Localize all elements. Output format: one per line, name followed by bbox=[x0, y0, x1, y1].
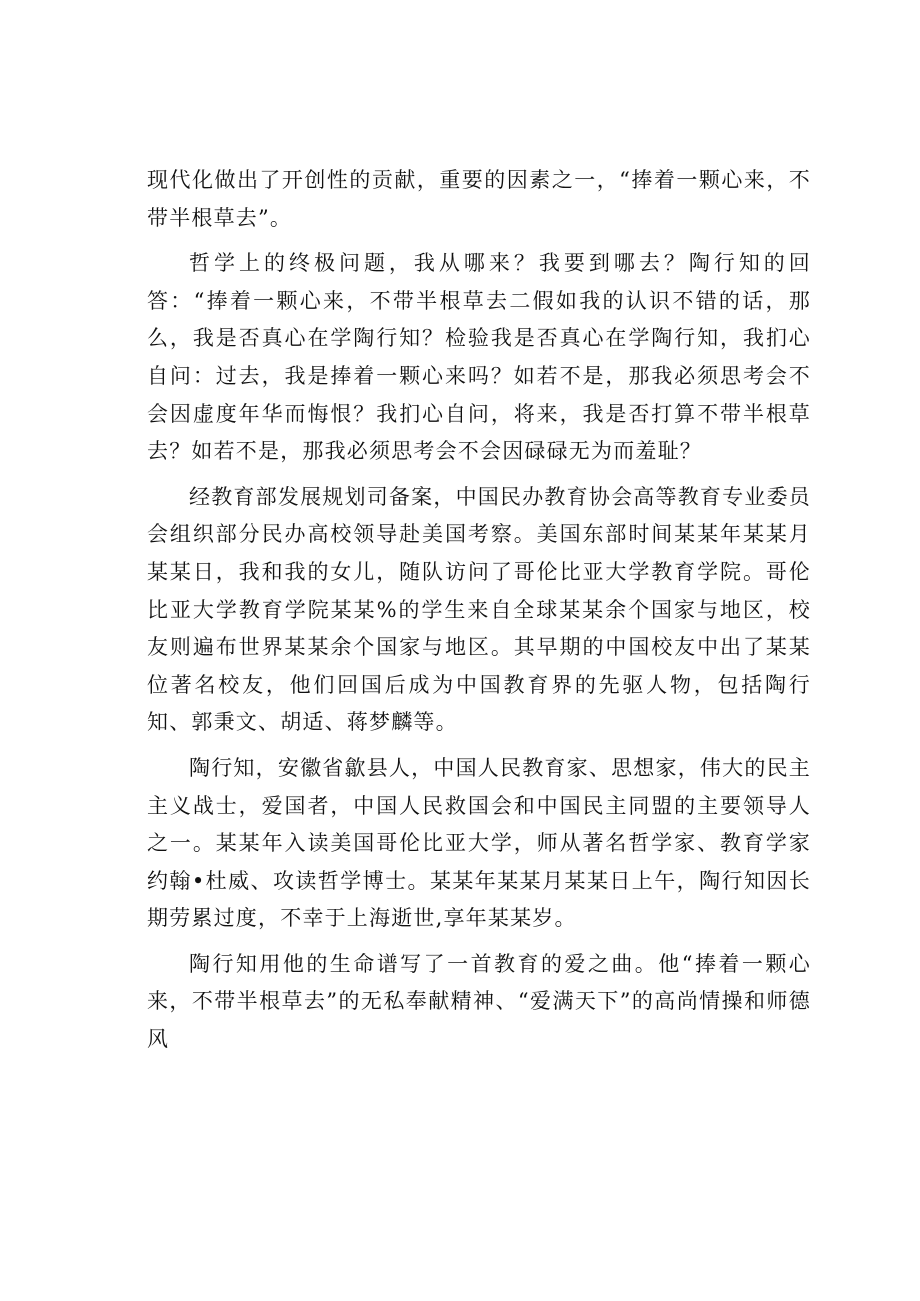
paragraph-2: 哲学上的终极问题，我从哪来？我要到哪去？陶行知的回答：“捧着一颗心来，不带半根草去二假如我的认识不错的话，那么，我是否真心在学陶行知？检验我是否真心在学陶行知，我扪心自问：过去，我是捧着一颗心来吗？如若不是，那我必须思考会不会因虚度年华而悔恨？我扪心自问，将来，我是否打算不带半根草去？如若不是，那我必须思考会不会因碌碌无为而羞耻？ bbox=[147, 251, 811, 464]
paragraph-4: 陶行知，安徽省歙县人，中国人民教育家、思想家，伟大的民主主义战士，爱国者，中国人民救国会和中国民主同盟的主要领导人之一。某某年入读美国哥伦比亚大学，师从著名哲学家、教育学家约翰•杜威、攻读哲学博士。某某年某某月某某日上午，陶行知因长期劳累过度，不幸于上海逝世,享年某某岁。 bbox=[147, 755, 811, 931]
paragraph-5: 陶行知用他的生命谱写了一首教育的爱之曲。他“捧着一颗心来，不带半根草去”的无私奉献精神、“爱满天下”的高尚情操和师德风 bbox=[147, 951, 811, 1052]
document-body bbox=[147, 162, 811, 1059]
paragraph-1: 现代化做出了开创性的贡献，重要的因素之一，“捧着一颗心来，不带半根草去”。 bbox=[147, 168, 811, 230]
paragraph-3: 经教育部发展规划司备案，中国民办教育协会高等教育专业委员会组织部分民办高校领导赴美国考察。美国东部时间某某年某某月某某日，我和我的女儿，随队访问了哥伦比亚大学教育学院。哥伦比亚大学教育学院某某%的学生来自全球某某余个国家与地区，校友则遍布世界某某余个国家与地区。其早期的中国校友中出了某某位著名校友，他们回国后成为中国教育界的先驱人物，包括陶行知、郭秉文、胡适、蒋梦麟等。 bbox=[147, 484, 811, 735]
